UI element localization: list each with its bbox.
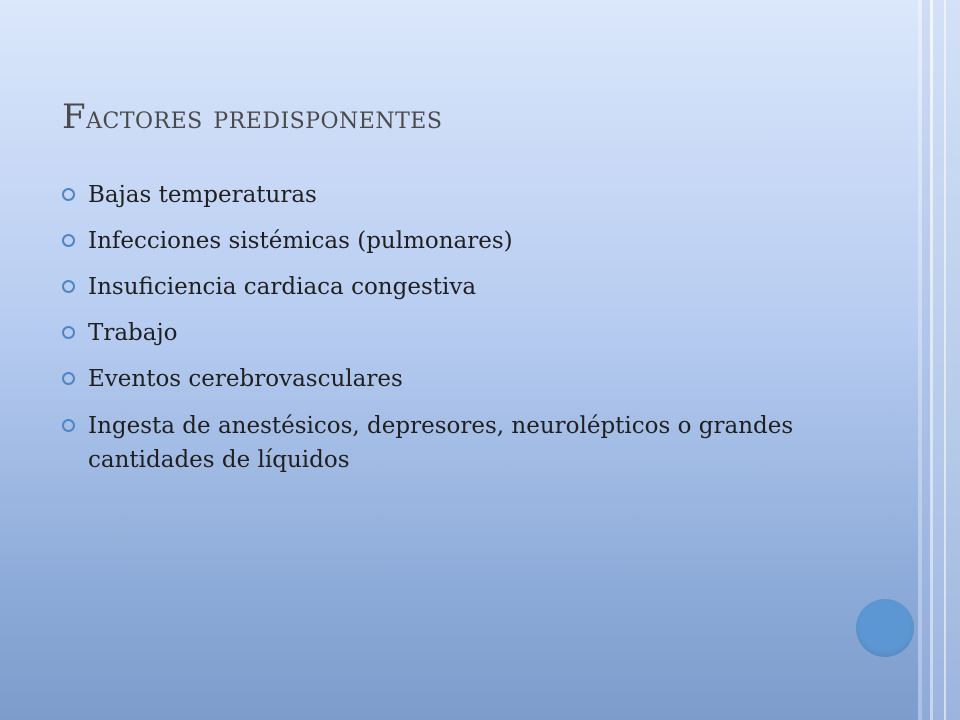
title-rest: actores predisponentes xyxy=(86,98,443,136)
bullet-icon xyxy=(62,326,75,339)
bullet-item: Insuficiencia cardiaca congestiva xyxy=(88,274,477,300)
bullet-item: Trabajo xyxy=(88,320,178,346)
bullet-icon xyxy=(62,188,75,201)
bullet-icon xyxy=(62,372,75,385)
bullet-item: Infecciones sistémicas (pulmonares) xyxy=(88,228,513,254)
bullet-item: Ingesta de anestésicos, depresores, neurolépticos o grandes cantidades de líquidos xyxy=(88,413,794,473)
bullet-icon xyxy=(62,419,75,432)
title-initial: F xyxy=(62,97,87,137)
bullet-icon xyxy=(62,280,75,293)
bullet-item: Eventos cerebrovasculares xyxy=(88,366,403,392)
bullet-item: Bajas temperaturas xyxy=(88,182,317,208)
bullet-icon xyxy=(62,234,75,247)
